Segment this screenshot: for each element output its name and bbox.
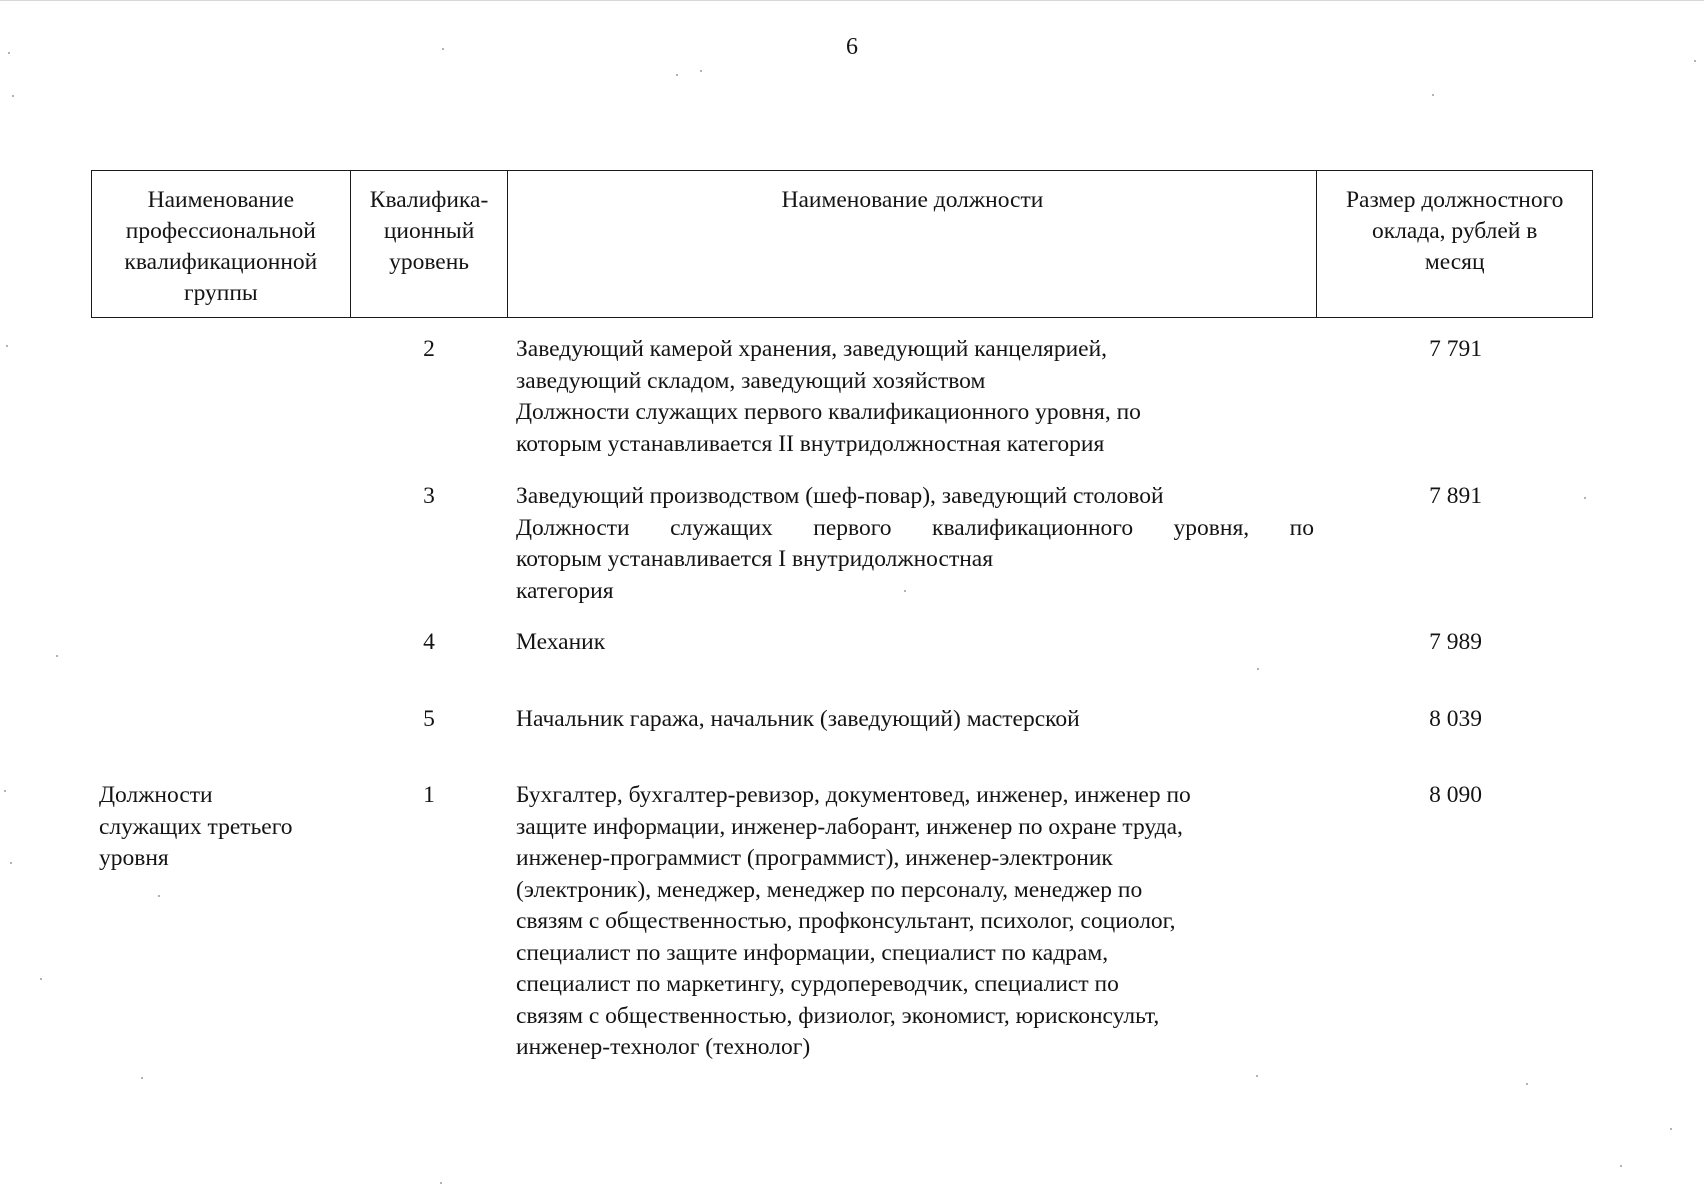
position-line: связям с общественностью, профконсультант, психолог, социолог,: [516, 908, 1176, 934]
salary-cell: 8 090: [1429, 782, 1482, 808]
position-line: Начальник гаража, начальник (заведующий) мастерской: [516, 705, 1080, 732]
position-line: Заведующий производством (шеф-повар), заведующий столовой: [516, 483, 1164, 509]
scan-speck: [442, 48, 444, 50]
scan-speck: [56, 655, 58, 657]
scan-speck: [40, 978, 42, 980]
header-level: Квалифика- ционный уровень: [351, 171, 509, 317]
position-line: связям с общественностью, физиолог, экономист, юрисконсульт,: [516, 1002, 1160, 1029]
scan-speck: [10, 862, 12, 864]
page-number: 6: [846, 34, 858, 60]
scan-speck: [440, 1182, 442, 1184]
position-line: инженер-программист (программист), инженер-электроник: [516, 845, 1113, 871]
level-cell: 3: [423, 483, 435, 509]
position-line: которым устанавливается I внутридолжностная: [516, 546, 994, 572]
position-line: заведующий складом, заведующий хозяйством: [516, 367, 986, 394]
position-cell: [508, 481, 1318, 607]
scan-speck: [1257, 668, 1259, 670]
page-top-edge: [0, 0, 1704, 1]
position-line: специалист по защите информации, специалист по кадрам,: [516, 939, 1109, 966]
salary-cell: 7 891: [1429, 483, 1482, 509]
scan-speck: [8, 52, 10, 54]
header-position: Наименование должности: [508, 171, 1317, 317]
position-cell: [508, 704, 1318, 736]
level-cell: 1: [423, 782, 435, 808]
position-cell: [508, 334, 1318, 460]
scan-speck: [1620, 1165, 1622, 1167]
group-cell: [91, 627, 350, 659]
scan-speck: [676, 74, 678, 76]
position-cell: [508, 780, 1318, 1064]
salary-cell: 8 039: [1429, 705, 1482, 732]
scan-speck: [1256, 1075, 1258, 1077]
scan-speck: [1670, 1128, 1672, 1130]
scan-speck: [1694, 60, 1696, 62]
salary-cell: 7 989: [1429, 629, 1482, 655]
table-row: [91, 334, 1593, 460]
scan-speck: [700, 70, 702, 72]
group-line: уровня: [99, 845, 169, 871]
scan-speck: [4, 790, 6, 792]
scan-speck: [12, 95, 14, 97]
position-line: Бухгалтер, бухгалтер-ревизор, документовед, инженер, инженер по: [516, 782, 1191, 808]
level-cell: 2: [423, 336, 435, 362]
group-cell: [91, 481, 350, 607]
position-line: инженер-технолог (технолог): [516, 1034, 811, 1060]
position-line: категория: [516, 577, 614, 604]
table-row: [91, 481, 1593, 607]
scan-speck: [904, 590, 906, 592]
scan-speck: [158, 895, 160, 897]
scan-speck: [141, 1077, 143, 1079]
scan-speck: [1584, 497, 1586, 499]
position-line: Должности служащих первого квалификационного уровня, по: [516, 514, 1314, 541]
position-cell: [508, 627, 1318, 659]
scan-speck: [6, 345, 8, 347]
group-cell: [91, 704, 350, 736]
position-line: (электроник), менеджер, менеджер по персоналу, менеджер по: [516, 876, 1143, 903]
header-group: Наименование профессиональной квалификационной группы: [92, 171, 351, 317]
scan-speck: [1432, 94, 1434, 96]
scan-speck: [1526, 1083, 1528, 1085]
table-header: [91, 170, 1593, 318]
position-line: Заведующий камерой хранения, заведующий канцелярией,: [516, 336, 1108, 362]
level-cell: 5: [423, 705, 435, 732]
table-row: [91, 704, 1593, 736]
table-row: [91, 627, 1593, 659]
position-line: специалист по маркетингу, сурдопереводчик, специалист по: [516, 971, 1119, 997]
group-line: служащих третьего: [99, 813, 293, 840]
header-salary: Размер должностного оклада, рублей в месяц: [1345, 187, 1564, 275]
group-cell: [91, 780, 350, 1064]
position-line: которым устанавливается II внутридолжностная категория: [516, 430, 1105, 457]
group-line: Должности: [99, 782, 213, 808]
position-line: Механик: [516, 629, 606, 655]
position-line: защите информации, инженер-лаборант, инженер по охране труда,: [516, 813, 1183, 840]
table-body: [91, 318, 1593, 1064]
salary-cell: 7 791: [1429, 336, 1482, 362]
level-cell: 4: [423, 629, 435, 655]
table-row: [91, 780, 1593, 1064]
group-cell: [91, 334, 350, 460]
position-line: Должности служащих первого квалификационного уровня, по: [516, 399, 1141, 425]
